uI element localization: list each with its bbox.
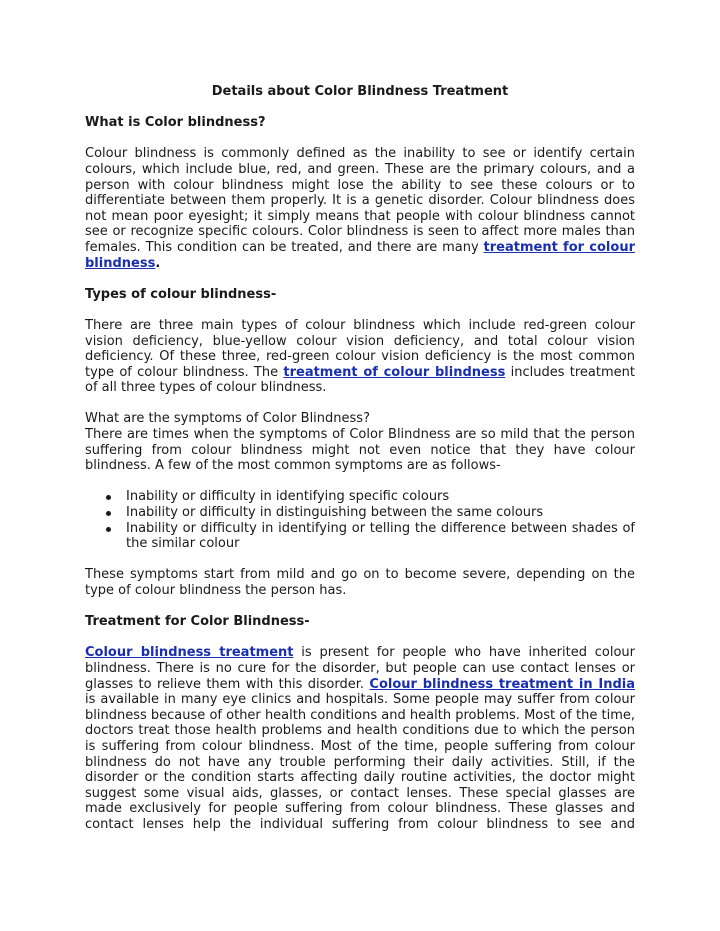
paragraph-symptoms-intro: There are times when the symptoms of Color Blindness are so mild that the person suffering from colour blindness might not even notice that they have colour blindness. A few of the most common symptoms are as follows- bbox=[85, 427, 635, 474]
paragraph-treatment bbox=[85, 645, 635, 832]
section-heading-treatment: Treatment for Color Blindness- bbox=[85, 614, 310, 630]
page-title: Details about Color Blindness Treatment bbox=[211, 84, 509, 99]
paragraph-definition bbox=[85, 146, 635, 271]
link-colour-blindness-treatment-in-india[interactable]: Colour blindness treatment in India bbox=[369, 676, 635, 692]
paragraph-text: There are three main types of colour blindness which include red-green colour vision deficiency, blue-yellow colour vision deficiency, and total colour vision deficiency. Of these three, red-green colour vision deficiency is the most common type of colour blindness. The bbox=[85, 317, 635, 380]
section-heading-types: Types of colour blindness- bbox=[85, 286, 277, 302]
list-item: Inability or difficulty in identifying or telling the difference between shades of the similar colour bbox=[126, 520, 635, 552]
list-item: Inability or difficulty in distinguishing between the same colours bbox=[126, 505, 635, 521]
list-item: Inability or difficulty in identifying specific colours bbox=[126, 489, 635, 505]
paragraph-types bbox=[85, 318, 635, 396]
paragraph-text: is present for people who have inherited colour blindness. There is no cure for the disorder, but people can use contact lenses or glasses to relieve them with this disorder. bbox=[85, 645, 635, 692]
section-heading-symptoms: What are the symptoms of Color Blindness? bbox=[85, 411, 370, 427]
paragraph-text: Colour blindness is commonly defined as the inability to see or identify certain colours, which include blue, red, and green. These are the primary colours, and a person with colour blindness might lose the ability to see these colours or to differentiate between them properly. It is a genetic disorder. Colour blindness does not mean poor eyesight; it simply means that people with colour blindness cannot see or recognize specific colours. Color blindness is seen to affect more males than females. This condition can be treated, and there are many bbox=[85, 146, 635, 255]
document-content bbox=[85, 84, 635, 833]
paragraph-text: is available in many eye clinics and hospitals. Some people may suffer from colour blindness because of other health conditions and health problems. Most of the time, doctors treat those health problems and health conditions due to which the person is suffering from colour blindness. Most of the time, people suffering from colour blindness do not have any trouble performing their daily activities. Still, if the disorder or the condition starts affecting daily routine activities, the doctor might suggest some visual aids, glasses, or contact lenses. These special glasses are made exclusively for people suffering from colour blindness. These glasses and contact lenses help the individual suffering from colour blindness to see and bbox=[85, 692, 635, 832]
section-heading-what-is: What is Color blindness? bbox=[85, 115, 266, 131]
link-treatment-for-colour-blindness[interactable]: treatment for colour blindness bbox=[85, 239, 635, 271]
paragraph-tail: . bbox=[155, 255, 161, 271]
link-treatment-of-colour-blindness[interactable]: treatment of colour blindness bbox=[283, 364, 506, 380]
symptoms-list bbox=[85, 489, 635, 551]
paragraph-tail: includes treatment of all three types of colour blindness. bbox=[85, 364, 635, 396]
paragraph-symptoms-outro: These symptoms start from mild and go on to become severe, depending on the type of colour blindness the person has. bbox=[85, 567, 635, 598]
link-colour-blindness-treatment[interactable]: Colour blindness treatment bbox=[85, 645, 294, 661]
